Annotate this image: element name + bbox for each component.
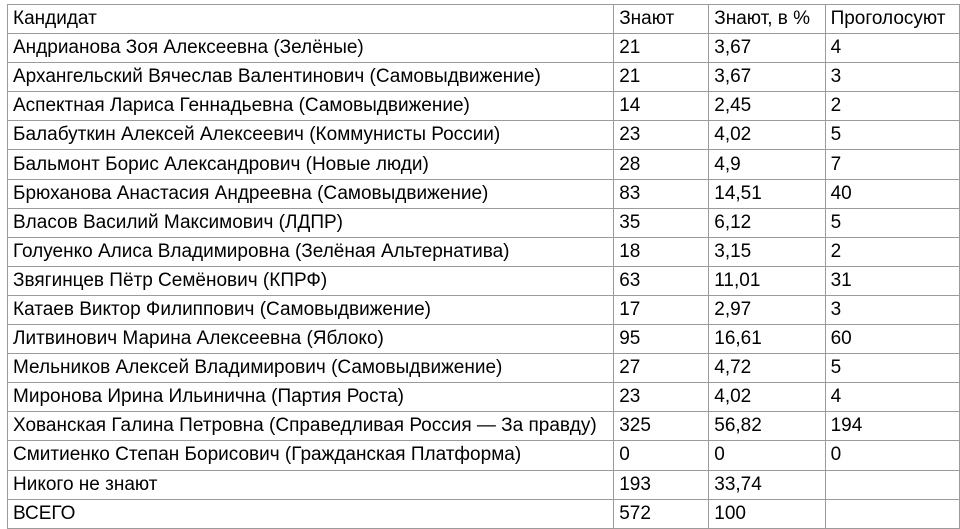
cell-candidate[interactable]: Брюханова Анастасия Андреевна (Самовыдвижение) — [8, 179, 614, 208]
cell-will-vote[interactable]: 4 — [825, 34, 959, 63]
cell-candidate[interactable]: Бальмонт Борис Александрович (Новые люди) — [8, 150, 614, 179]
cell-candidate[interactable]: Никого не знают — [8, 470, 614, 499]
cell-know[interactable]: 27 — [614, 354, 709, 383]
cell-know[interactable]: 572 — [614, 499, 709, 528]
cell-know-percent[interactable]: 2,97 — [709, 295, 825, 324]
cell-know-percent[interactable]: 100 — [709, 499, 825, 528]
table-row — [8, 237, 960, 266]
cell-know-percent[interactable]: 3,67 — [709, 63, 825, 92]
cell-know-percent[interactable]: 4,02 — [709, 121, 825, 150]
cell-know-percent[interactable]: 33,74 — [709, 470, 825, 499]
table-row — [8, 354, 960, 383]
table-row — [8, 179, 960, 208]
cell-know[interactable]: 18 — [614, 237, 709, 266]
cell-know-percent[interactable]: 2,45 — [709, 92, 825, 121]
cell-will-vote[interactable]: 2 — [825, 237, 959, 266]
cell-candidate[interactable]: Катаев Виктор Филиппович (Самовыдвижение) — [8, 295, 614, 324]
cell-know-percent[interactable]: 4,02 — [709, 383, 825, 412]
candidates-table-body — [8, 5, 960, 529]
cell-candidate[interactable]: Миронова Ирина Ильинична (Партия Роста) — [8, 383, 614, 412]
cell-know[interactable]: 325 — [614, 412, 709, 441]
cell-will-vote[interactable]: 4 — [825, 383, 959, 412]
cell-candidate[interactable]: Хованская Галина Петровна (Справедливая Россия — За правду) — [8, 412, 614, 441]
cell-know-percent[interactable]: 11,01 — [709, 266, 825, 295]
cell-will-vote[interactable]: 3 — [825, 295, 959, 324]
cell-know-percent[interactable]: 3,67 — [709, 34, 825, 63]
cell-will-vote[interactable]: 7 — [825, 150, 959, 179]
table-row — [8, 208, 960, 237]
table-row — [8, 92, 960, 121]
cell-know-percent[interactable]: 6,12 — [709, 208, 825, 237]
cell-will-vote[interactable]: 2 — [825, 92, 959, 121]
cell-know[interactable]: 83 — [614, 179, 709, 208]
cell-will-vote[interactable] — [825, 499, 959, 528]
cell-know[interactable]: 28 — [614, 150, 709, 179]
cell-know[interactable]: 21 — [614, 63, 709, 92]
cell-know[interactable]: 14 — [614, 92, 709, 121]
cell-will-vote[interactable]: 5 — [825, 208, 959, 237]
header-row — [8, 5, 960, 34]
cell-know[interactable]: 21 — [614, 34, 709, 63]
cell-will-vote[interactable]: 60 — [825, 325, 959, 354]
cell-know[interactable]: 17 — [614, 295, 709, 324]
table-row — [8, 63, 960, 92]
cell-will-vote[interactable]: 194 — [825, 412, 959, 441]
cell-know[interactable]: 23 — [614, 121, 709, 150]
cell-know-percent[interactable]: 4,9 — [709, 150, 825, 179]
table-row — [8, 34, 960, 63]
cell-know[interactable]: 193 — [614, 470, 709, 499]
table-row — [8, 325, 960, 354]
cell-candidate[interactable]: Архангельский Вячеслав Валентинович (Самовыдвижение) — [8, 63, 614, 92]
cell-candidate[interactable]: Власов Василий Максимович (ЛДПР) — [8, 208, 614, 237]
header-know-percent[interactable]: Знают, в % — [709, 5, 825, 34]
cell-know[interactable]: 63 — [614, 266, 709, 295]
cell-know-percent[interactable]: 56,82 — [709, 412, 825, 441]
cell-know-percent[interactable]: 16,61 — [709, 325, 825, 354]
table-row — [8, 266, 960, 295]
cell-candidate[interactable]: Звягинцев Пётр Семёнович (КПРФ) — [8, 266, 614, 295]
cell-know-percent[interactable]: 4,72 — [709, 354, 825, 383]
cell-will-vote[interactable]: 3 — [825, 63, 959, 92]
cell-will-vote[interactable]: 5 — [825, 121, 959, 150]
cell-candidate[interactable]: Смитиенко Степан Борисович (Гражданская Платформа) — [8, 441, 614, 470]
cell-candidate[interactable]: Аспектная Лариса Геннадьевна (Самовыдвижение) — [8, 92, 614, 121]
table-row — [8, 412, 960, 441]
table-row — [8, 295, 960, 324]
table-row — [8, 441, 960, 470]
cell-know[interactable]: 0 — [614, 441, 709, 470]
table-row — [8, 383, 960, 412]
header-candidate[interactable]: Кандидат — [8, 5, 614, 34]
cell-will-vote[interactable]: 31 — [825, 266, 959, 295]
cell-know-percent[interactable]: 3,15 — [709, 237, 825, 266]
candidates-table — [7, 4, 960, 529]
cell-know-percent[interactable]: 14,51 — [709, 179, 825, 208]
table-row — [8, 499, 960, 528]
cell-candidate[interactable]: Литвинович Марина Алексеевна (Яблоко) — [8, 325, 614, 354]
cell-will-vote[interactable]: 5 — [825, 354, 959, 383]
cell-candidate[interactable]: Балабуткин Алексей Алексеевич (Коммунисты России) — [8, 121, 614, 150]
header-know[interactable]: Знают — [614, 5, 709, 34]
cell-know[interactable]: 35 — [614, 208, 709, 237]
cell-will-vote[interactable]: 40 — [825, 179, 959, 208]
table-row — [8, 150, 960, 179]
cell-candidate[interactable]: Голуенко Алиса Владимировна (Зелёная Альтернатива) — [8, 237, 614, 266]
cell-candidate[interactable]: Мельников Алексей Владимирович (Самовыдвижение) — [8, 354, 614, 383]
cell-know[interactable]: 95 — [614, 325, 709, 354]
table-row — [8, 121, 960, 150]
cell-will-vote[interactable] — [825, 470, 959, 499]
header-will-vote[interactable]: Проголосуют — [825, 5, 959, 34]
table-row — [8, 470, 960, 499]
cell-candidate[interactable]: ВСЕГО — [8, 499, 614, 528]
cell-know[interactable]: 23 — [614, 383, 709, 412]
cell-candidate[interactable]: Андрианова Зоя Алексеевна (Зелёные) — [8, 34, 614, 63]
cell-know-percent[interactable]: 0 — [709, 441, 825, 470]
cell-will-vote[interactable]: 0 — [825, 441, 959, 470]
